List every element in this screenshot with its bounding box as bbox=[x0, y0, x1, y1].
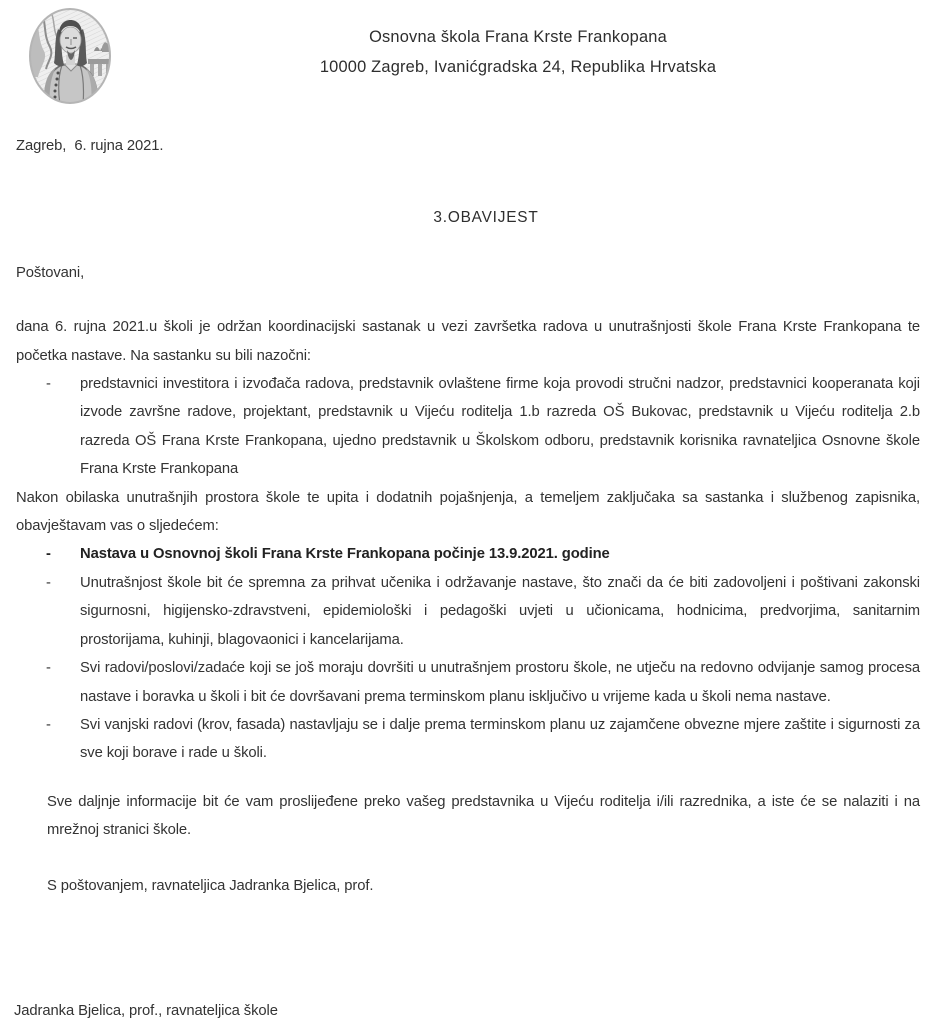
list-item-text: predstavnici investitora i izvođača radova, predstavnik ovlaštene firme koja provodi stručni nadzor, predstavnici kooperanata koji izvode završne radove, projektant, predstavnik u Vijeću roditelja 1.b razreda OŠ Bukovac, predstavnik u Vijeću roditelja 2.b razreda OŠ Frana Krste Frankopana, ujedno predstavnik u Školskom odboru, predstavnik korisnika ravnateljica Osnovne škole Frana Krste Frankopana bbox=[80, 376, 920, 478]
footer-signature: Jadranka Bjelica, prof., ravnateljica škole bbox=[14, 1002, 278, 1019]
notice-title: 3.OBAVIJEST bbox=[433, 209, 539, 227]
school-address: 10000 Zagreb, Ivanićgradska 24, Republika Hrvatska bbox=[319, 58, 717, 76]
closing-info-paragraph: Sve daljnje informacije bit će vam proslijeđene preko vašeg predstavnika u Vijeću roditelja i/ili razrednika, a iste će se nalaziti i na mrežnoj stranici škole. bbox=[47, 793, 920, 839]
salutation: Poštovani, bbox=[16, 264, 85, 281]
list-item bbox=[16, 654, 920, 711]
dash-marker: - bbox=[46, 574, 51, 591]
list-item bbox=[16, 370, 920, 484]
dash-marker: - bbox=[46, 546, 51, 563]
school-logo bbox=[28, 7, 112, 105]
closing-block bbox=[47, 788, 920, 900]
list-item-text: Unutrašnjost škole bit će spremna za prihvat učenika i održavanje nastave, što znači da će biti zadovoljeni i poštivani zakonski sigurnosni, higijensko-zdravstveni, epidemiološki i pedagoški uvjeti u učionicama, hodnicima, predvorjima, sanitarnim prostorijama, kuhinji, blagovaonici i kancelarijama. bbox=[80, 574, 920, 648]
attendees-list bbox=[16, 370, 920, 484]
frankopan-portrait-icon bbox=[28, 7, 112, 105]
after-visit-paragraph: Nakon obilaska unutrašnjih prostora škole te upita i dodatnih pojašnjenja, a temeljem zaključaka sa sastanka i službenog zapisnika, obavještavam vas o sljedećem: bbox=[16, 489, 920, 535]
list-item bbox=[16, 540, 920, 568]
dash-marker: - bbox=[46, 660, 51, 677]
announcement-list bbox=[16, 540, 920, 767]
dateline: Zagreb, 6. rujna 2021. bbox=[16, 138, 164, 154]
list-item bbox=[16, 711, 920, 768]
closing-regards-paragraph: S poštovanjem, ravnateljica Jadranka Bjelica, prof. bbox=[47, 877, 374, 894]
dash-marker: - bbox=[46, 716, 51, 733]
letterhead-text bbox=[116, 0, 920, 82]
dash-marker: - bbox=[46, 376, 51, 393]
list-item-text: Svi vanjski radovi (krov, fasada) nastavljaju se i dalje prema terminskom planu uz zajamčene obvezne mjere zaštite i sigurnosti za sve koji borave i rade u školi. bbox=[80, 716, 920, 762]
list-item-text: Svi radovi/poslovi/zadaće koji se još moraju dovršiti u unutrašnjem prostoru škole, ne utječu na redovno odvijanje samog procesa nastave i boravka u školi i bit će dovršavani prema terminskom planu isključivo u vrijeme kada u školi nema nastave. bbox=[80, 660, 920, 705]
list-item-text: Nastava u Osnovnoj školi Frana Krste Frankopana počinje 13.9.2021. godine bbox=[80, 546, 610, 563]
list-item bbox=[16, 569, 920, 654]
school-name: Osnovna škola Frana Krste Frankopana bbox=[369, 28, 667, 46]
letterhead bbox=[16, 0, 920, 106]
intro-paragraph: dana 6. rujna 2021.u školi je održan koordinacijski sastanak u vezi završetka radova u unutrašnjosti škole Frana Krste Frankopana te početka nastave. Na sastanku su bili nazočni: bbox=[16, 319, 920, 364]
